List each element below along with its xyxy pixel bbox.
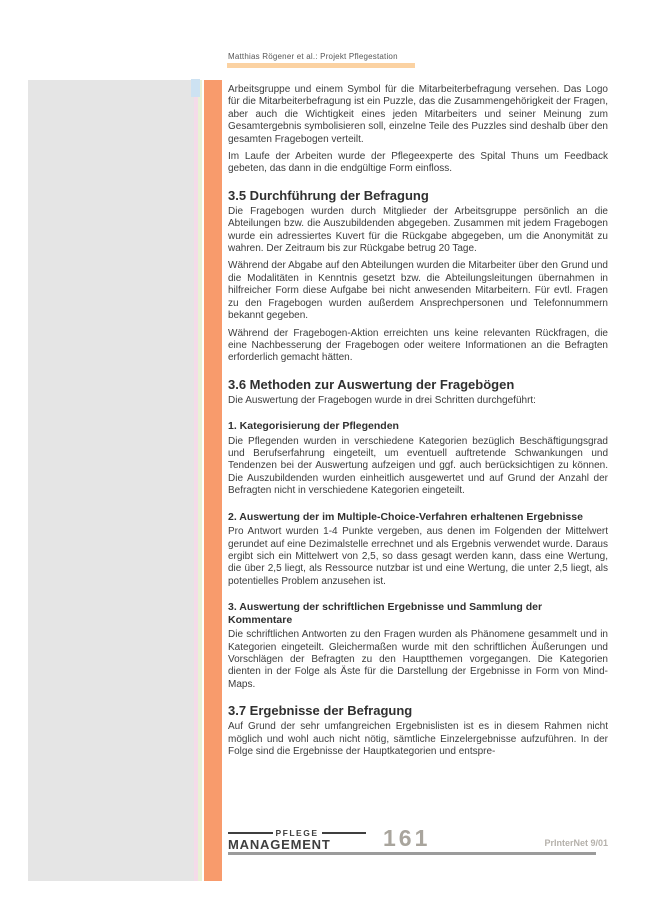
blue-accent-square	[191, 79, 200, 97]
paragraph: Die Pflegenden wurden in verschiedene Kategorien bezüglich Beschäftigungsgrad und Berufserfahrung eingeteilt, um eventuell auftretende Schwankungen und Tendenzen bei der Auswertung aufzeigen und ggf. auch berücksichtigen zu können. Die Auszubildenden wurden einheitlich ausgewertet und auf Grund der Anzahl der Befragten nicht in verschiedene Kategorien eingeteilt.	[228, 435, 608, 497]
section-heading: 3.7 Ergebnisse der Befragung	[228, 703, 413, 719]
pflege-management-logo	[228, 828, 366, 852]
sub-heading: 3. Auswertung der schriftlichen Ergebnisse und Sammlung der Kommentare	[228, 601, 543, 626]
sub-heading: 1. Kategorisierung der Pflegenden	[228, 420, 399, 433]
paragraph: Die schriftlichen Antworten zu den Fragen wurden als Phänomene gesammelt und in Kategorien eingeteilt. Gleichermaßen wurde mit den schriftlichen Äußerungen und Vorschlägen der Befragten zu den Hauptthemen vorgegangen. Die Kategorien dienten in der Folge als Äste für die Darstellung der Ergebnisse in Form von Mind-Maps.	[228, 629, 608, 690]
logo-rule-left	[228, 832, 273, 834]
article-column	[228, 84, 608, 763]
journal-issue-reference: PrInterNet 9/01	[544, 838, 608, 848]
section-heading: 3.5 Durchführung der Befragung	[228, 187, 429, 203]
logo-rule-right	[322, 832, 367, 834]
running-header: Matthias Rögener et al.: Projekt Pflegestation	[228, 52, 398, 61]
paragraph: Pro Antwort wurden 1-4 Punkte vergeben, aus denen im Folgenden der Mittelwert gerundet auf eine Dezimalstelle errechnet und als Ergebnis verwendet wurde. Daraus ergibt sich ein Mittelwert von 2,5, so dass gesagt werden kann, dass eine Wertung, die über 2,5 liegt, als Ressource nutzbar ist und eine Wertung, die unter 2,5 liegt, als potentielles Problem anzusehen ist.	[228, 526, 608, 587]
page-number: 161	[383, 825, 431, 851]
logo-word-pflege: PFLEGE	[275, 828, 319, 838]
section-heading: 3.6 Methoden zur Auswertung der Fragebögen	[228, 376, 515, 392]
orange-margin-bar	[204, 80, 222, 881]
paragraph: Während der Fragebogen-Aktion erreichten uns keine relevanten Rückfragen, die eine Nachbesserung der Fragebogen oder weitere Informationen an die Befragten erforderlich gemacht hätten.	[228, 327, 608, 364]
logo-word-management: MANAGEMENT	[228, 837, 331, 852]
sub-heading: 2. Auswertung der im Multiple-Choice-Verfahren erhaltenen Ergebnisse	[228, 510, 583, 523]
left-gray-panel	[28, 80, 194, 881]
paragraph: Die Auswertung der Fragebogen wurde in drei Schritten durchgeführt:	[228, 394, 536, 406]
paragraph: Auf Grund der sehr umfangreichen Ergebnislisten ist es in diesem Rahmen nicht möglich und wohl auch nicht nötig, sämtliche Einzelergebnisse aufzuführen. In der Folge sind die Ergebnisse der Hauptkategorien und entspre-	[228, 721, 608, 758]
paragraph: Während der Abgabe auf den Abteilungen wurden die Mitarbeiter über den Grund und die Modalitäten in Kenntnis gesetzt bzw. die Abteilungsleitungen übernahmen in hilfreicher Form diese Aufgabe bei nicht anwesenden Mitarbeitern. Für evtl. Fragen zu den Fragebogen wurden außerdem Ansprechpersonen und Telefonnummern bekannt gegeben.	[228, 260, 608, 322]
paragraph: Im Laufe der Arbeiten wurde der Pflegeexperte des Spital Thuns um Feedback gebeten, das dann in die endgültige Form einfloss.	[228, 151, 608, 175]
running-header-underline	[227, 63, 415, 68]
footer-rule	[228, 852, 596, 855]
green-accent-strip	[198, 80, 202, 881]
paragraph: Die Fragebogen wurden durch Mitglieder der Arbeitsgruppe persönlich an die Abteilungen bzw. die Auszubildenden abgegeben. Zusammen mit jedem Fragebogen wurde ein adressiertes Kuvert für die Rückgabe abgegeben, um die Anonymität zu wahren. Der Zeitraum bis zur Rückgabe betrug 20 Tage.	[228, 205, 608, 255]
paragraph: Arbeitsgruppe und einem Symbol für die Mitarbeiterbefragung versehen. Das Logo für die Mitarbeiterbefragung ist ein Puzzle, das die Zusammengehörigkeit der Fragen, aber auch die Wichtigkeit eines jeden Mitarbeiters und seiner Meinung zum Gesamtergebnis symbolisieren soll, einzelne Teile des Puzzles sind deshalb über den gesamten Fragebogen verteilt.	[228, 84, 608, 145]
